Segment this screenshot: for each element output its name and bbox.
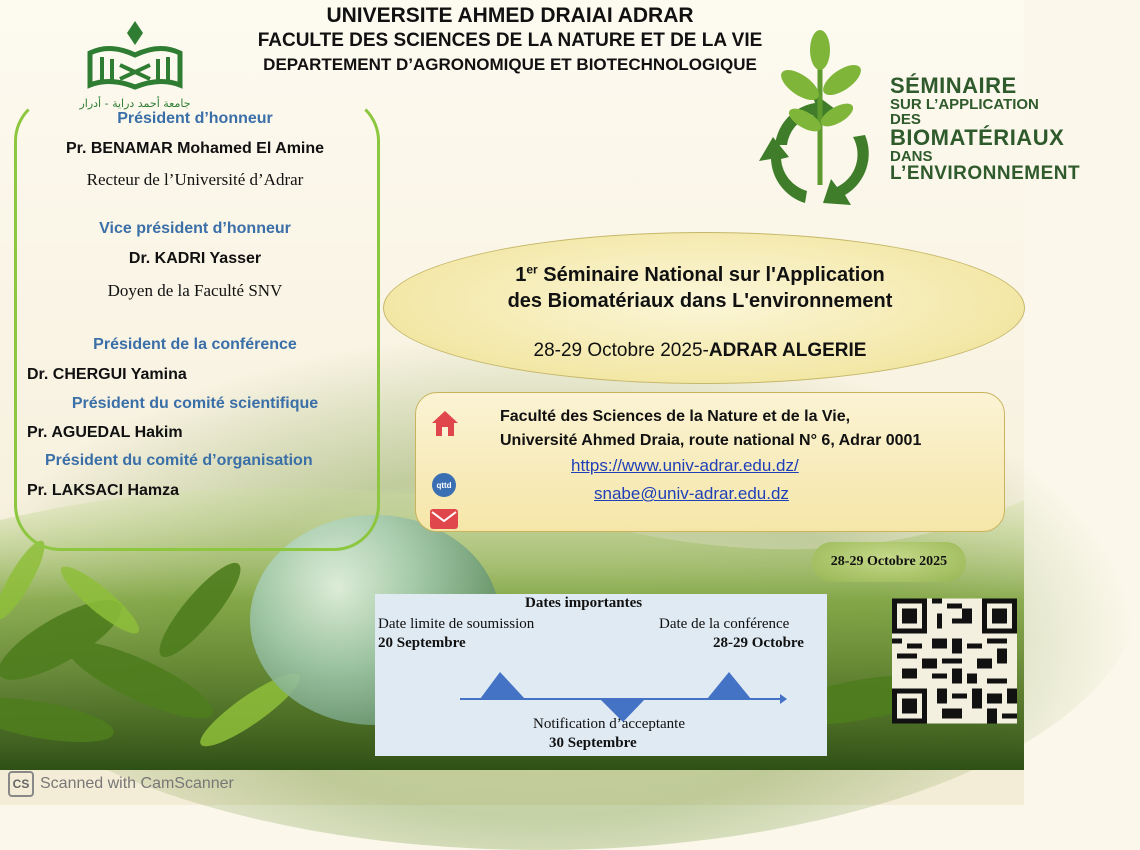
notification-label: Notification d’acceptante (533, 716, 686, 732)
camscanner-logo: CS (8, 771, 34, 797)
web-icon-label: qttd (436, 480, 452, 490)
honor-president-role: Président d’honneur (117, 110, 273, 127)
conference-president-role: Président de la conférence (93, 336, 297, 353)
university-name: UNIVERSITE AHMED DRAIAI ADRAR (326, 4, 694, 27)
important-dates-panel (375, 594, 827, 756)
seminar-logo-text (890, 75, 1080, 183)
seminar-logo-line1: SÉMINAIRE (890, 73, 1017, 98)
faculty-name: FACULTE DES SCIENCES DE LA NATURE ET DE LA VIE (257, 30, 763, 51)
submission-label: Date limite de soumission (378, 616, 535, 632)
date-badge: 28-29 Octobre 2025 (812, 542, 966, 582)
seminar-logo-line2: SUR L’APPLICATION (890, 96, 1039, 113)
email-link[interactable]: snabe@univ-adrar.edu.dz (594, 484, 789, 503)
notification-date: 30 Septembre (549, 735, 637, 751)
seminar-plant-recycle-logo (745, 25, 895, 225)
date-plain: 28-29 Octobre 2025- (533, 340, 709, 361)
address-line2: Université Ahmed Draia, route national N° 6, Adrar 0001 (500, 432, 922, 449)
camscanner-text: Scanned with CamScanner (40, 775, 234, 792)
conference-date: 28-29 Octobre (713, 635, 804, 651)
submission-marker (480, 672, 525, 699)
website-link[interactable]: https://www.univ-adrar.edu.dz/ (571, 456, 799, 475)
location-bold: ADRAR ALGERIE (708, 340, 867, 361)
title-line2: des Biomatériaux dans L'environnement (507, 290, 893, 312)
title-ordinal: 1 (515, 264, 527, 286)
qr-code (892, 596, 1017, 726)
web-globe-icon (432, 473, 456, 497)
honor-president-title: Recteur de l’Université d’Adrar (86, 170, 304, 189)
conference-president-name: Dr. CHERGUI Yamina (27, 366, 187, 383)
organization-president-name: Pr. LAKSACI Hamza (27, 482, 180, 499)
seminar-logo-line4: BIOMATÉRIAUX (890, 125, 1065, 150)
honor-president-name: Pr. BENAMAR Mohamed El Amine (65, 140, 325, 157)
seminar-logo-line3: DES (890, 111, 921, 128)
seminar-date-location (440, 340, 960, 362)
vice-president-role: Vice président d’honneur (99, 220, 291, 237)
seminar-logo-line5: DANS (890, 148, 933, 165)
vice-president-name: Dr. KADRI Yasser (128, 250, 262, 267)
camscanner-watermark (8, 771, 234, 797)
conference-marker (707, 672, 751, 699)
title-ordinal-sup: er (526, 262, 538, 277)
timeline-title: Dates importantes (525, 595, 643, 611)
title-line1: Séminaire National sur l'Application (537, 264, 885, 286)
address-line1: Faculté des Sciences de la Nature et de la Vie, (500, 408, 851, 425)
scientific-president-name: Pr. AGUEDAL Hakim (27, 424, 183, 441)
conference-label: Date de la conférence (659, 616, 790, 632)
vice-president-title: Doyen de la Faculté SNV (107, 281, 283, 300)
seminar-logo-line6: L’ENVIRONNEMENT (890, 163, 1081, 184)
logo-caption: جامعة أحمد دراية - أدرار (79, 97, 191, 110)
scientific-president-role: Président du comité scientifique (71, 395, 319, 412)
organization-president-role: Président du comité d’organisation (45, 452, 313, 469)
home-icon (430, 408, 460, 438)
seminar-title (440, 262, 960, 314)
email-icon (430, 509, 458, 529)
department-name: DEPARTEMENT D’AGRONOMIQUE ET BIOTECHNOLOGIQUE (263, 55, 757, 74)
submission-date: 20 Septembre (378, 635, 466, 651)
